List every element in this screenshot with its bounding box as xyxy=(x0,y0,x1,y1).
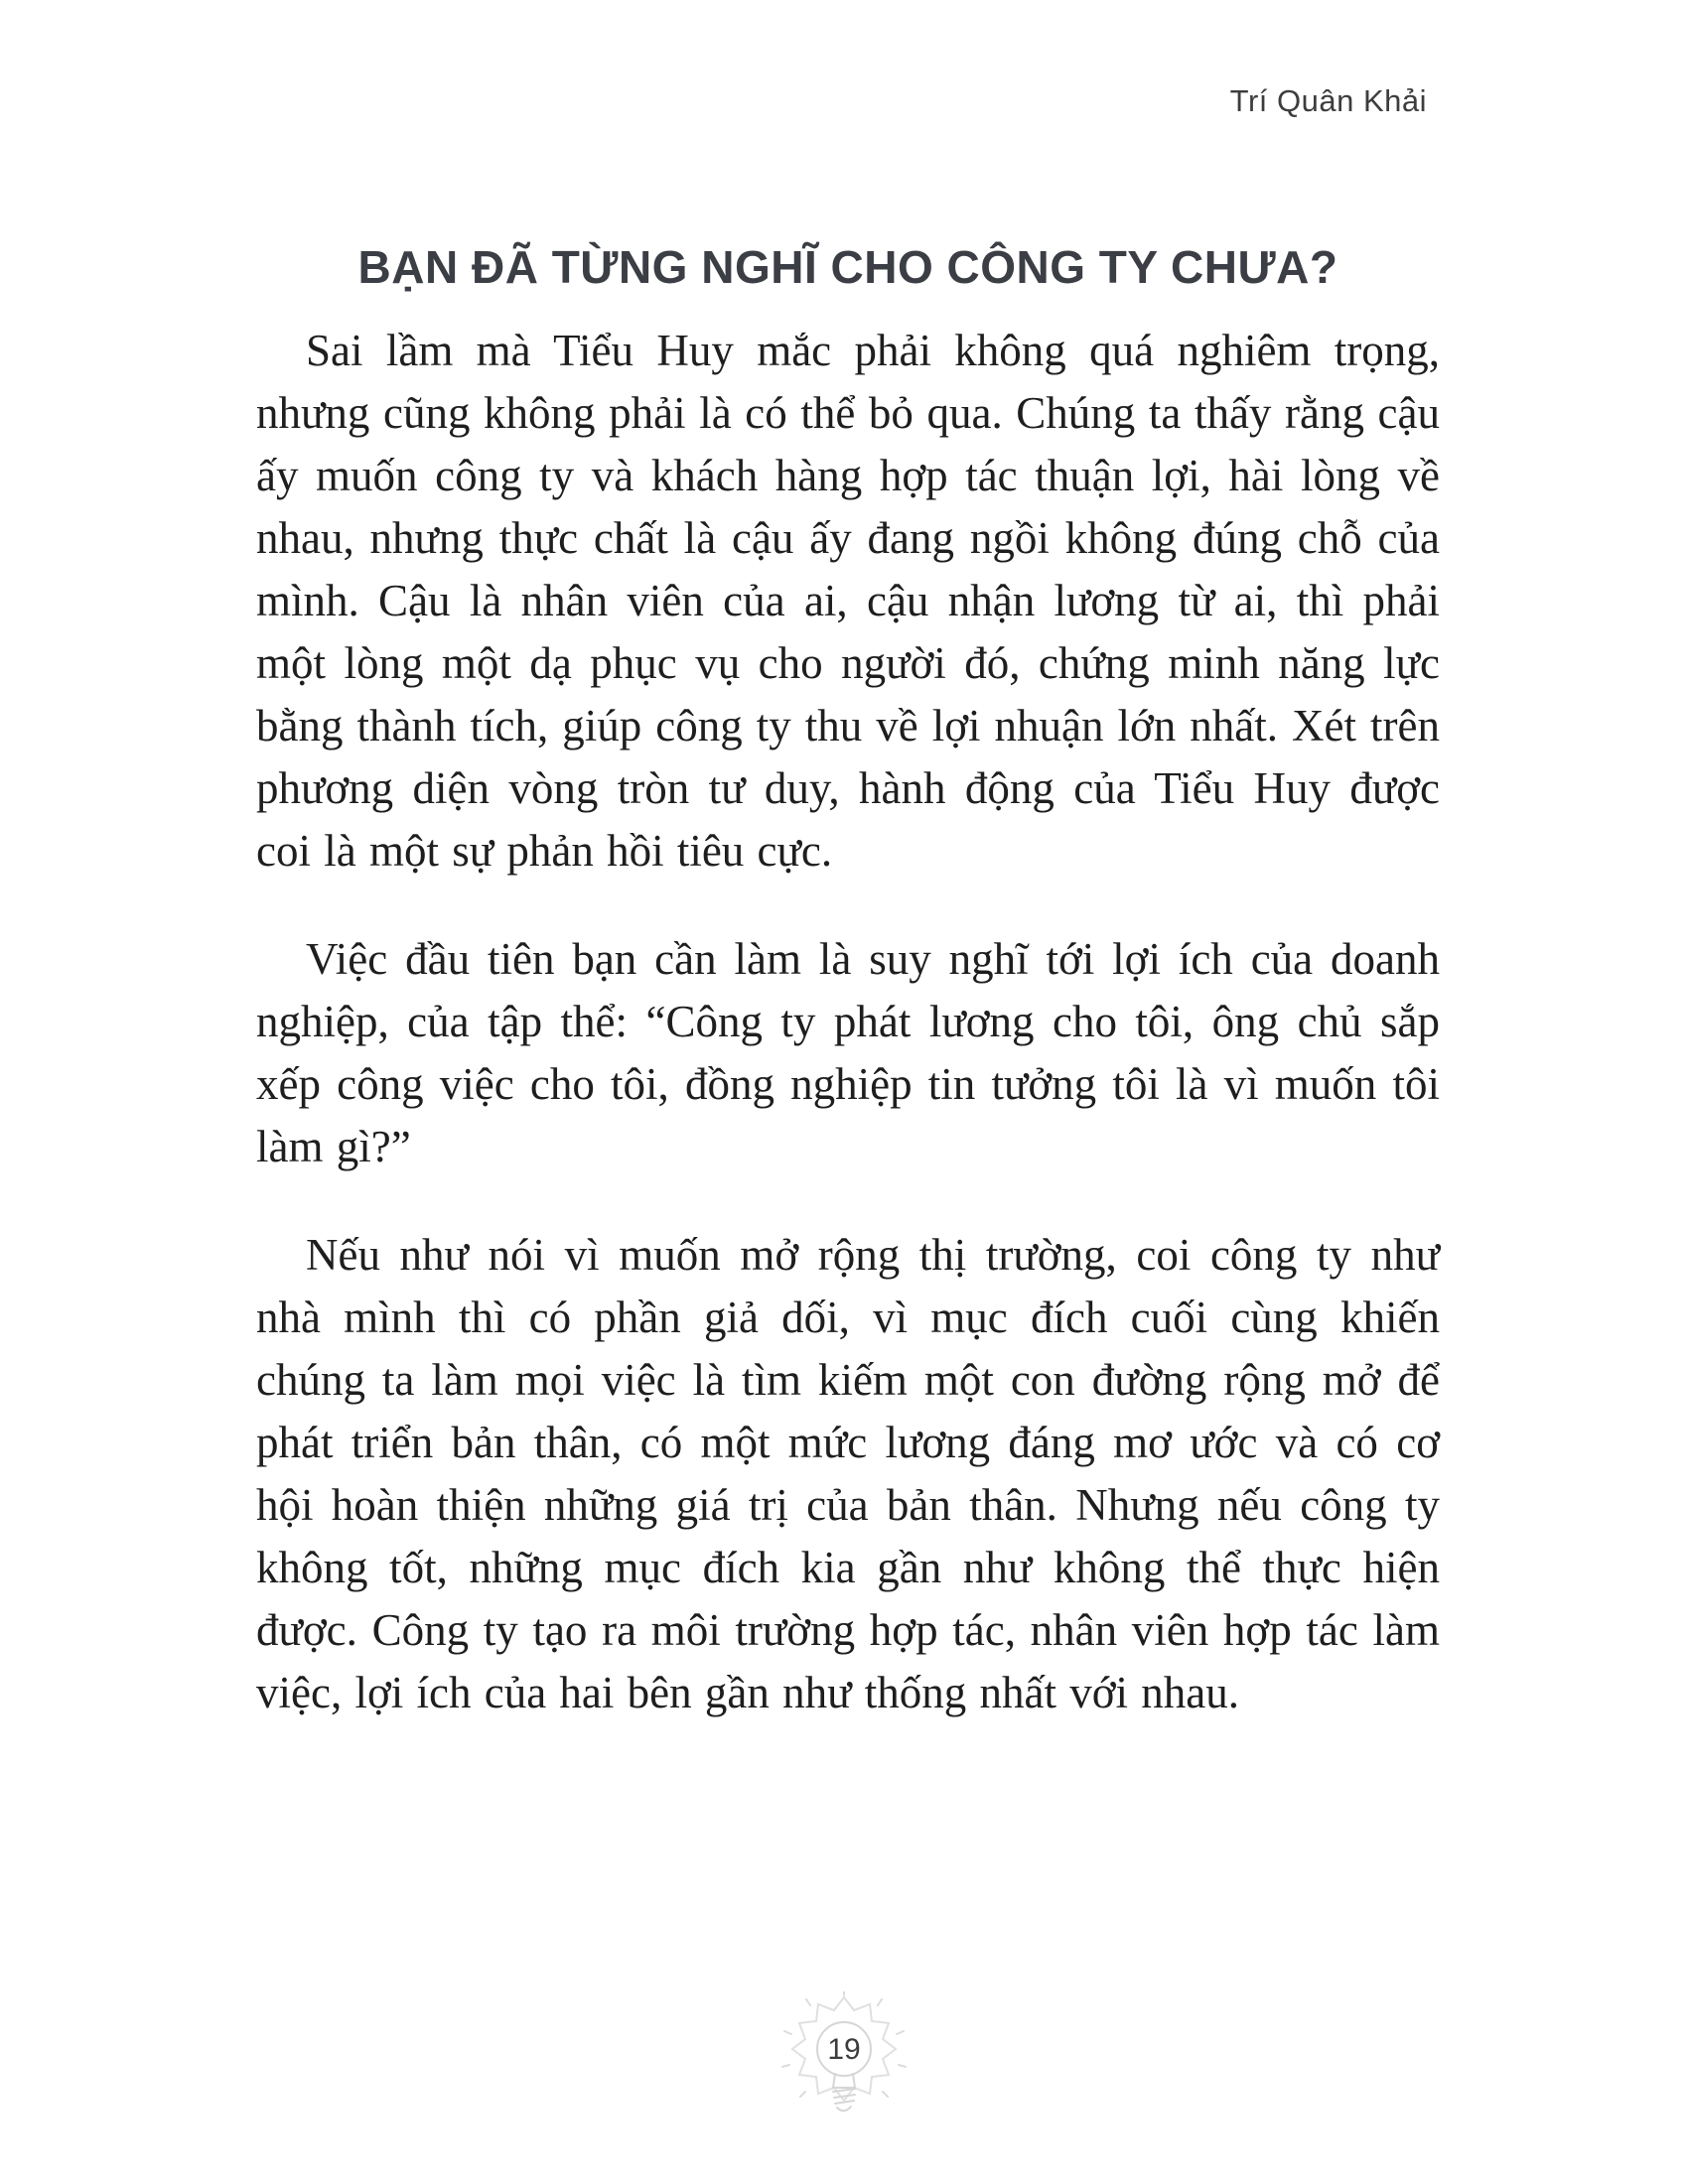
paragraph-2: Việc đầu tiên bạn cần làm là suy nghĩ tới lợi ích của doanh nghiệp, của tập thể: “Công ty phát lương cho tôi, ông chủ sắp xếp công việc cho tôi, đồng nghiệp tin tưởng tôi là vì muốn tôi làm gì?” xyxy=(256,933,1440,1171)
chapter-title: BẠN ĐÃ TỪNG NGHĨ CHO CÔNG TY CHƯA? xyxy=(357,241,1338,293)
page-content xyxy=(256,0,1440,1770)
lightbulb-icon xyxy=(778,1991,910,2132)
page-number: 19 xyxy=(827,2033,861,2066)
paragraph-3: Nếu như nói vì muốn mở rộng thị trường, coi công ty như nhà mình thì có phần giả dối, vì mục đích cuối cùng khiến chúng ta làm mọi việc là tìm kiếm một con đường rộng mở để phát triển bản thân, có một mức lương đáng mơ ước và có cơ hội hoàn thiện những giá trị của bản thân. Nhưng nếu công ty không tốt, những mục đích kia gần như không thể thực hiện được. Công ty tạo ra môi trường hợp tác, nhân viên hợp tác làm việc, lợi ích của hai bên gần như thống nhất với nhau. xyxy=(256,1229,1440,1717)
body-text xyxy=(256,320,1440,1724)
page-footer xyxy=(778,1991,910,2132)
paragraph-1: Sai lầm mà Tiểu Huy mắc phải không quá nghiêm trọng, nhưng cũng không phải là có thể bỏ qua. Chúng ta thấy rằng cậu ấy muốn công ty và khách hàng hợp tác thuận lợi, hài lòng về nhau, nhưng thực chất là cậu ấy đang ngồi không đúng chỗ của mình. Cậu là nhân viên của ai, cậu nhận lương từ ai, thì phải một lòng một dạ phục vụ cho người đó, chứng minh năng lực bằng thành tích, giúp công ty thu về lợi nhuận lớn nhất. Xét trên phương diện vòng tròn tư duy, hành động của Tiểu Huy được coi là một sự phản hồi tiêu cực. xyxy=(256,325,1440,876)
running-header-author: Trí Quân Khải xyxy=(1229,83,1427,118)
